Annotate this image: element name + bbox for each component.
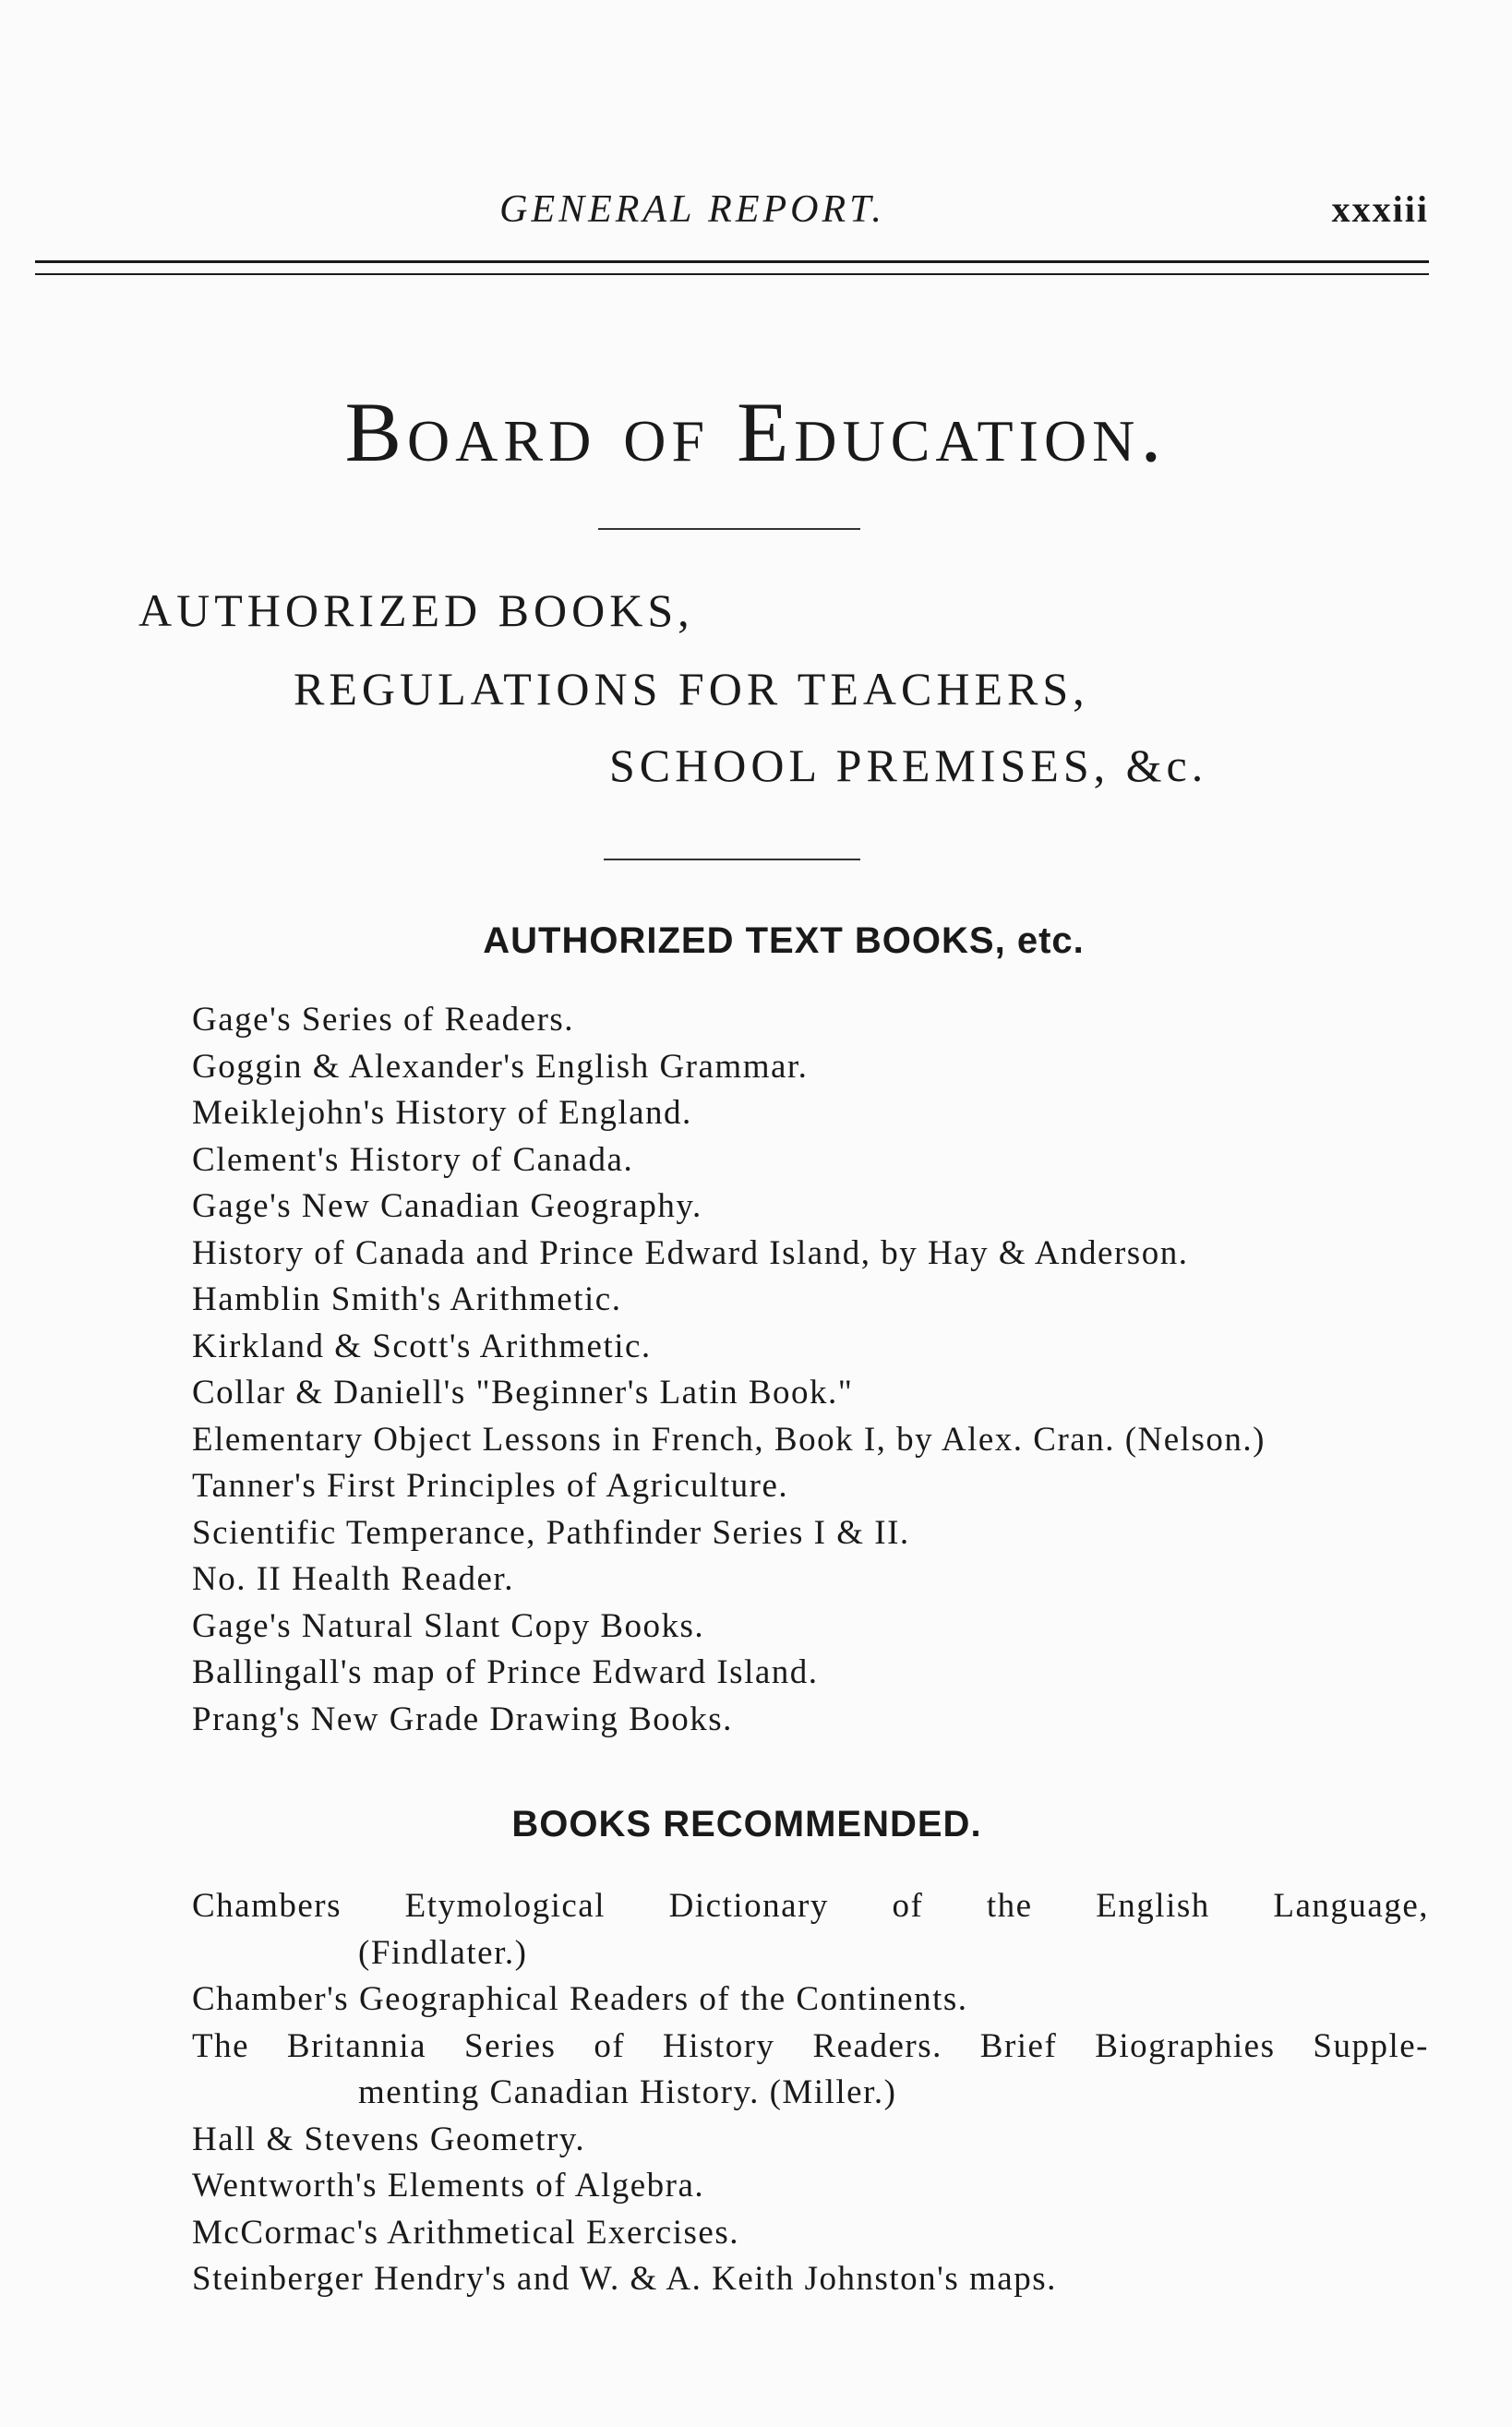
list-item: Tanner's First Principles of Agriculture. [192, 1467, 789, 1505]
list-item-line: Chamber's Geographical Readers of the Continents. [192, 1980, 968, 2018]
list-item-line: The Britannia Series of History Readers. Brief Biographies Supple- [192, 2026, 1429, 2065]
list-item: No. II Health Reader. [192, 1560, 514, 1598]
list-item: Kirkland & Scott's Arithmetic. [192, 1327, 652, 1365]
list-item [192, 2117, 1429, 2164]
list-item: Prang's New Grade Drawing Books. [192, 1700, 733, 1738]
authorized-heading: AUTHORIZED TEXT BOOKS, etc. [483, 920, 1085, 961]
page-number: xxxiii [1331, 188, 1429, 230]
header-rule-double [35, 273, 1429, 275]
list-item: Gage's Series of Readers. [192, 1001, 575, 1039]
recommended-books-list [192, 1883, 1429, 2303]
list-item-line: Wentworth's Elements of Algebra. [192, 2167, 705, 2205]
list-item-line: Hall & Stevens Geometry. [192, 2120, 586, 2158]
title-divider [598, 528, 860, 530]
list-item [192, 2256, 1429, 2303]
list-item [192, 2210, 1429, 2257]
list-item [192, 2024, 1429, 2117]
list-item: Collar & Daniell's "Beginner's Latin Book." [192, 1374, 854, 1412]
subtitle-regulations: REGULATIONS FOR TEACHERS, [294, 663, 1089, 715]
list-item: Gage's New Canadian Geography. [192, 1187, 702, 1225]
list-item-line: McCormac's Arithmetical Exercises. [192, 2213, 739, 2252]
list-item: Elementary Object Lessons in French, Book I, by Alex. Cran. (Nelson.) [192, 1420, 1266, 1459]
recommended-heading: BOOKS RECOMMENDED. [511, 1804, 982, 1844]
list-item-continuation: menting Canadian History. (Miller.) [358, 2073, 897, 2111]
list-item: Scientific Temperance, Pathfinder Series I & II. [192, 1513, 910, 1552]
running-header [0, 187, 1512, 243]
list-item: Goggin & Alexander's English Grammar. [192, 1047, 809, 1086]
authorized-books-list [192, 997, 1266, 1743]
list-item: Clement's History of Canada. [192, 1140, 634, 1179]
page-title: Board of Education. [344, 385, 1168, 479]
list-item [192, 2163, 1429, 2210]
list-item: Hamblin Smith's Arithmetic. [192, 1280, 622, 1318]
subtitle-authorized-books: AUTHORIZED BOOKS, [138, 584, 694, 636]
list-item: Ballingall's map of Prince Edward Island. [192, 1653, 819, 1691]
running-title: GENERAL REPORT. [499, 188, 885, 231]
list-item [192, 1976, 1429, 2024]
list-item: History of Canada and Prince Edward Island, by Hay & Anderson. [192, 1233, 1189, 1272]
list-item: Meiklejohn's History of England. [192, 1094, 692, 1132]
subtitle-school-premises: SCHOOL PREMISES, &c. [609, 739, 1208, 791]
header-rule [35, 260, 1429, 263]
list-item [192, 1883, 1429, 1976]
list-item-continuation: (Findlater.) [358, 1933, 528, 1972]
list-item-line: Chambers Etymological Dictionary of the English Language, [192, 1887, 1429, 1925]
list-item: Gage's Natural Slant Copy Books. [192, 1606, 705, 1645]
list-item-line: Steinberger Hendry's and W. & A. Keith Johnston's maps. [192, 2260, 1057, 2298]
subtitle-divider [604, 859, 860, 860]
